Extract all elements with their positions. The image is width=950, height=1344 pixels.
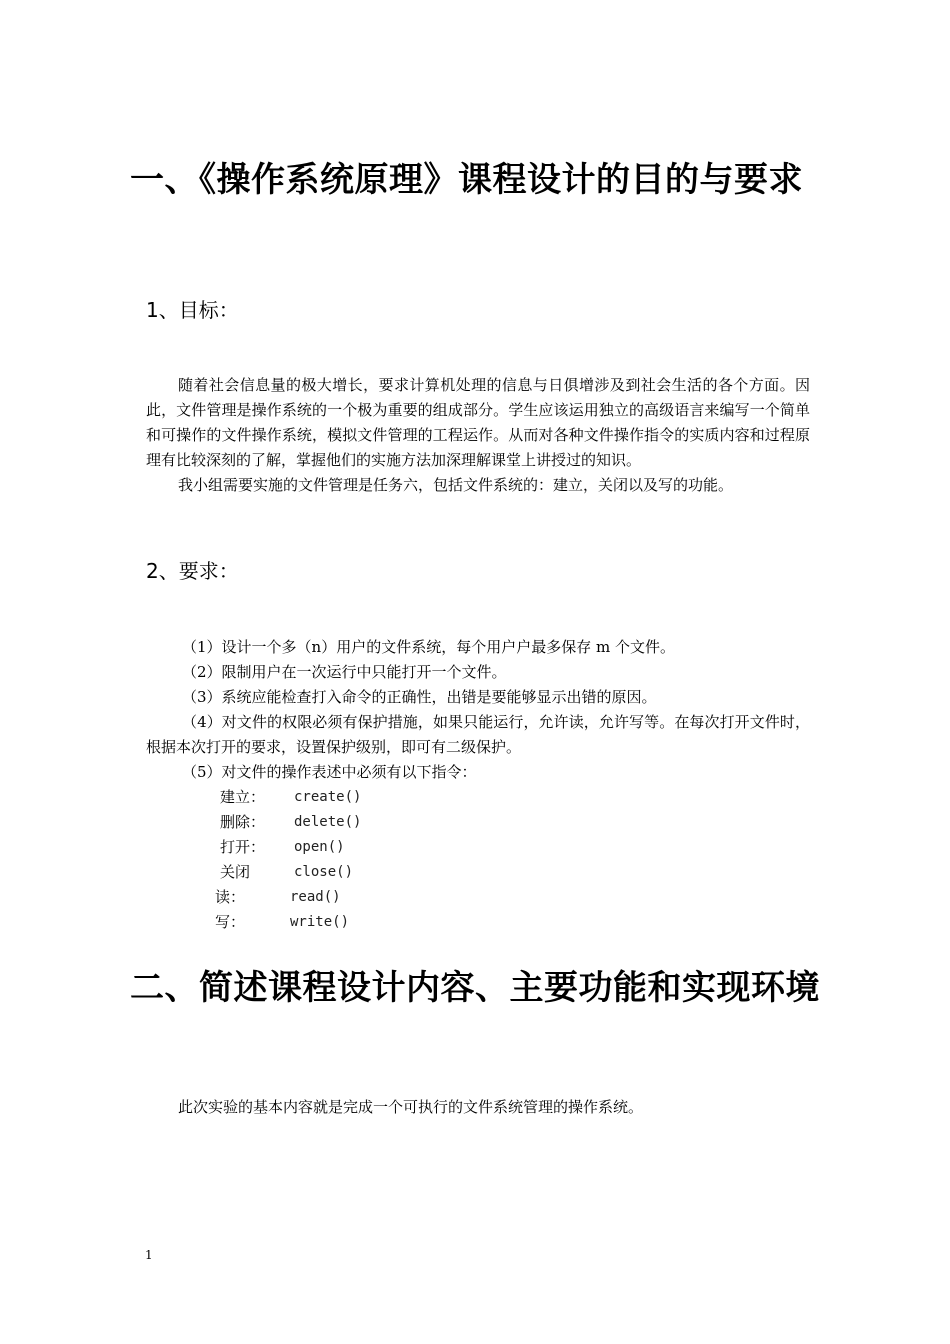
goal-paragraph-2: 我小组需要实施的文件管理是任务六，包括文件系统的：建立，关闭以及写的功能。 bbox=[178, 476, 734, 494]
command-code: create() bbox=[294, 789, 362, 805]
page-number: 1 bbox=[145, 1248, 153, 1262]
command-code: read() bbox=[290, 889, 341, 905]
section-2-title: 二、简述课程设计内容、主要功能和实现环境 bbox=[130, 968, 820, 1008]
command-code: open() bbox=[294, 839, 345, 855]
command-code: close() bbox=[294, 864, 354, 880]
requirement-4: （4）对文件的权限必须有保护措施，如果只能运行，允许读，允许写等。在每次打开文件时，根据本次打开的要求，设置保护级别，即可有二级保护。 bbox=[146, 713, 810, 756]
requirement-3: （3）系统应能检查打入命令的正确性，出错是要能够显示出错的原因。 bbox=[182, 688, 657, 706]
goal-paragraph-1: 随着社会信息量的极大增长，要求计算机处理的信息与日俱增涉及到社会生活的各个方面。因此，文件管理是操作系统的一个极为重要的组成部分。学生应该运用独立的高级语言来编写一个简单和可操作的文件操作系统，模拟文件管理的工程运作。从而对各种文件操作指令的实质内容和过程原理有比较深刻的了解，掌握他们的实施方法加深理解课堂上讲授过的知识。 bbox=[146, 376, 810, 469]
command-label: 删除： bbox=[220, 813, 266, 831]
goal-heading: 1、目标： bbox=[146, 298, 239, 322]
command-label: 写： bbox=[215, 913, 246, 931]
requirement-5: （5）对文件的操作表述中必须有以下指令： bbox=[182, 763, 477, 781]
goal-text bbox=[146, 373, 810, 498]
command-code: write() bbox=[290, 914, 350, 930]
command-label: 建立： bbox=[220, 788, 266, 806]
section-2-paragraph: 此次实验的基本内容就是完成一个可执行的文件系统管理的操作系统。 bbox=[178, 1098, 644, 1116]
requirement-1: （1）设计一个多（n）用户的文件系统，每个用户户最多保存 m 个文件。 bbox=[182, 638, 675, 656]
requirement-2: （2）限制用户在一次运行中只能打开一个文件。 bbox=[182, 663, 507, 681]
command-code: delete() bbox=[294, 814, 362, 830]
section-1-title: 一、《操作系统原理》课程设计的目的与要求 bbox=[130, 160, 803, 200]
requirements-heading: 2、要求： bbox=[146, 559, 239, 583]
command-label: 打开： bbox=[220, 838, 266, 856]
command-label: 读： bbox=[215, 888, 246, 906]
command-label: 关闭 bbox=[220, 863, 251, 881]
